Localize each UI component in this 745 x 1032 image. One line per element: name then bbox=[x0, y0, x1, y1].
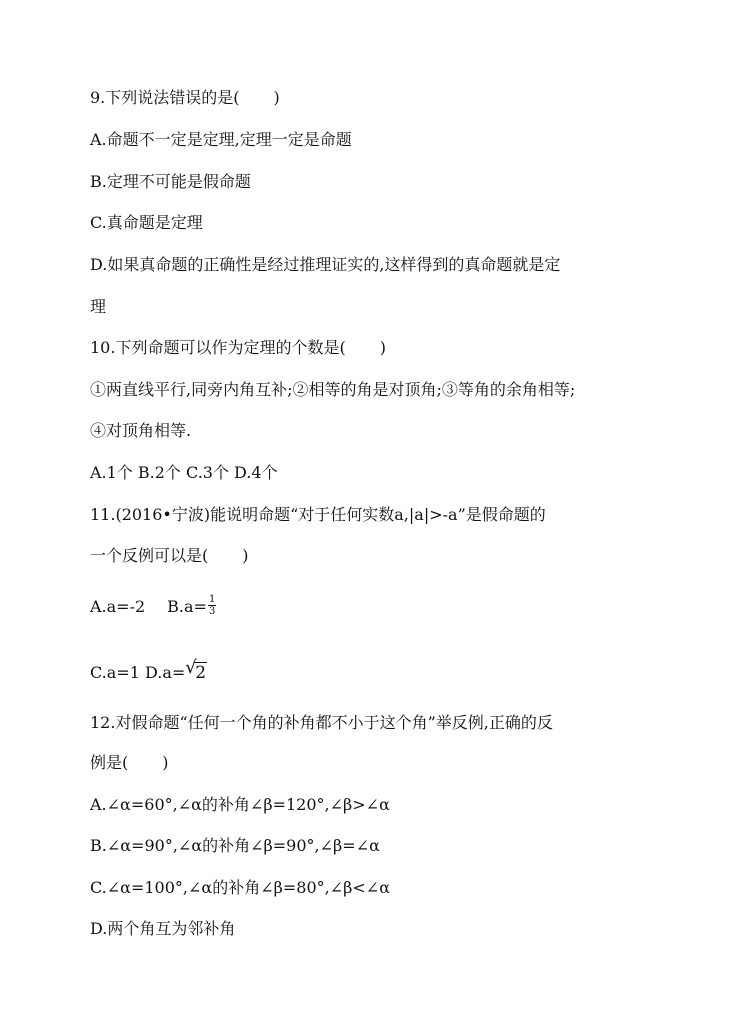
q11-options-cd bbox=[90, 657, 207, 683]
q11-option-b bbox=[167, 594, 216, 617]
q10-close-paren: ) bbox=[379, 338, 386, 357]
q12-option-c: C.∠α=100°,∠α的补角∠β=80°,∠β<∠α bbox=[90, 878, 390, 897]
q11-option-b-prefix: B.a= bbox=[167, 597, 207, 616]
q10-options: A.1个 B.2个 C.3个 D.4个 bbox=[90, 463, 278, 482]
q9-option-d-line1: D.如果真命题的正确性是经过推理证实的,这样得到的真命题就是定 bbox=[90, 255, 561, 274]
q9-stem-text: 9.下列说法错误的是( bbox=[90, 88, 240, 107]
q10-stem-text: 10.下列命题可以作为定理的个数是( bbox=[90, 338, 346, 357]
q10-items-line1: ①两直线平行,同旁内角互补;②相等的角是对顶角;③等角的余角相等; bbox=[90, 380, 576, 399]
q9-option-b: B.定理不可能是假命题 bbox=[90, 172, 251, 191]
q9-option-a: A.命题不一定是定理,定理一定是命题 bbox=[90, 130, 352, 149]
q10-items-line2: ④对顶角相等. bbox=[90, 421, 192, 440]
one-third-fraction bbox=[208, 594, 216, 617]
q11-stem-line2-text: 一个反例可以是( bbox=[90, 546, 209, 565]
q12-option-a: A.∠α=60°,∠α的补角∠β=120°,∠β>∠α bbox=[90, 795, 390, 814]
q12-option-d: D.两个角互为邻补角 bbox=[90, 919, 236, 938]
q11-options-ab bbox=[90, 596, 216, 619]
q9-close-paren: ) bbox=[273, 88, 280, 107]
square-root-2 bbox=[185, 657, 207, 683]
q12-close-paren: ) bbox=[162, 753, 169, 772]
fraction-numerator: 1 bbox=[208, 594, 216, 605]
q11-stem-line1: 11.(2016•宁波)能说明命题“对于任何实数a,|a|>-a”是假命题的 bbox=[90, 505, 546, 524]
q11-stem-line2 bbox=[90, 546, 249, 566]
q11-close-paren: ) bbox=[242, 546, 249, 565]
q9-option-c: C.真命题是定理 bbox=[90, 213, 203, 232]
q9-stem bbox=[90, 88, 280, 108]
q12-stem-line1: 12.对假命题“任何一个角的补角都不小于这个角”举反例,正确的反 bbox=[90, 713, 553, 732]
q11-option-cd-prefix: C.a=1 D.a= bbox=[90, 663, 186, 682]
fraction-denominator: 3 bbox=[208, 606, 216, 617]
radical-sign-icon: √ bbox=[185, 657, 197, 678]
radicand: 2 bbox=[195, 663, 207, 683]
q9-option-d-line2: 理 bbox=[90, 297, 107, 316]
q12-stem-line2 bbox=[90, 753, 169, 773]
q12-option-b: B.∠α=90°,∠α的补角∠β=90°,∠β=∠α bbox=[90, 836, 380, 855]
q12-stem-line2-text: 例是( bbox=[90, 753, 129, 772]
q10-stem bbox=[90, 338, 386, 358]
q11-option-a: A.a=-2 bbox=[90, 597, 146, 616]
